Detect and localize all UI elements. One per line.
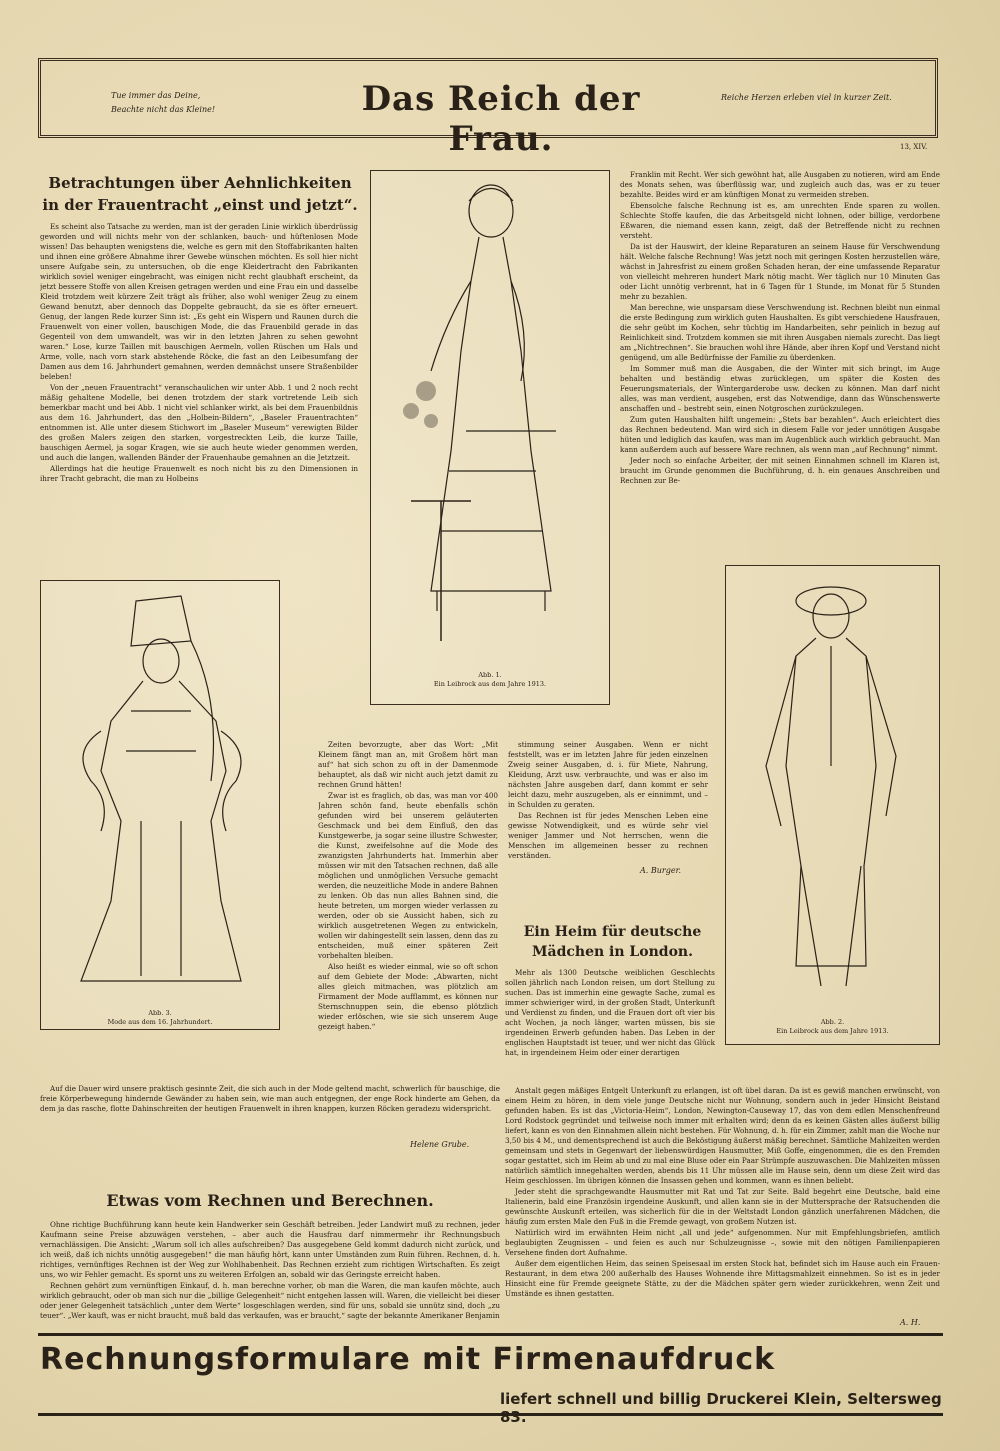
article3-para3: Jeder steht die sprachgewandte Hausmutter mit Rat und Tat zur Seite. Bald begehrt eine Deutsche, bald eine Italienerin, bald eine Französin irgendeine Auskunft, und allen kann sie in der Muttersprache der Ratsuchenden die gewünschte Auskunft erteilen, was sicherlich für die in der Weltstadt London gänzlich unerfahrenen Mädchen, die häufig zum ersten Male den Fuß in die Fremde gewagt, von großem Nutzen ist. [505,1187,940,1226]
figure-3 [40,580,280,1030]
article1-para2: Von der „neuen Frauentracht“ veranschaulichen wir unter Abb. 1 und 2 noch recht mäßig gehaltene Modelle, bei denen trotzdem der stark vortretende Leib sich bemerkbar macht und bei Abb. 1 nicht viel schlanker wirkt, als bei dem Frauenbildnis aus dem 16. Jahrhundert, das den „Holbein-Bildern“, „Baseler Frauentrachten“ entnommen ist. Alle unter diesem Stichwort im „Baseler Museum“ verewigten Bilder des großen Malers zeigen den starken, vorgestreckten Leib, die kurze Taille, bauschigen Aermel, ja sogar Kragen, wie sie auch heute wieder genommen werden, und auch die langen, wallenden Bänder der Frauenhaube gemahnen an die Jetztzeit. [40,383,358,462]
article1-headline-line2: in der Frauentracht „einst und jetzt“. [42,196,358,214]
article2-signature: A. Burger. [640,866,682,875]
motto-right: Reiche Herzen erleben viel in kurzer Zeit. [721,93,892,102]
article3-signature: A. H. [900,1318,921,1327]
article2-para7: Im Sommer muß man die Ausgaben, die der Winter mit sich bringt, im Auge behalten und beständig etwas zurücklegen, um später die Kosten des Feuerungsmaterials, der Wintergarderobe usw. decken zu können. Man darf nicht alles, was man verdient, ausgeben, erst das Notwendige, dann das Wünschenswerte anschaffen und – bestrebt sein, einen Notgroschen zurückzulegen. [620,364,940,413]
article1-column2 [318,740,498,1082]
article1-para5: Zwar ist es fraglich, ob das, was man vor 400 Jahren schön fand, heute ebenfalls schön gefunden wird bei unserem geläuterten Geschmack und bei dem Einfluß, den das Kunstgewerbe, ja sogar seine illustre Schwester, die Kunst, zweifelsohne auf die Mode des zwanzigsten Jahrhunderts hat. Immerhin aber müssen wir mit den Tatsachen rechnen, daß alle möglichen und unmöglichen Versuche gemacht werden, die neuzeitliche Mode in andere Bahnen zu lenken. Ob das nun alles Bahnen sind, die heute betreten, um morgen wieder verlassen zu werden, oder ob sie Aussicht haben, sich zu wirklich ausgetretenen Wegen zu entwickeln, wollen wir dahingestellt sein lassen, denn das zu entscheiden, muß einer späteren Zeit vorbehalten bleiben. [318,791,498,960]
article2-column-right [620,170,940,542]
article3-para1: Mehr als 1300 Deutsche weiblichen Geschlechts sollen jährlich nach London reisen, um dort Stellung zu suchen. Das ist immerhin eine gewagte Sache, zumal es immer schwieriger wird, in der großen Stadt, Unterkunft und Verdienst zu finden, und die Frauen dort oft vier bis acht Wochen, ja noch länger, warten müssen, bis sie irgendeinen Erwerb gefunden haben. Das Leben in der englischen Hauptstadt ist teuer, und wer nicht das Glück hat, in irgendeinem Heim oder einer derartigen [505,968,715,1057]
article3-headline [505,922,720,962]
article3-para2: Anstalt gegen mäßiges Entgelt Unterkunft zu erlangen, ist oft übel daran. Da ist es gewiß manchen erwünscht, von einem Heim zu hören, in dem viele junge Deutsche nicht nur Wohnung, sondern auch in jeder Hinsicht Beistand gefunden haben. Es ist das „Victoria-Heim“, London, Newington-Causeway 17, das von dem edlen Menschenfreund Lord Rodstock gegründet und teilweise noch immer mit erhalten wird; denn da es keinen Gästen alles äußerst billig liefert, kann es von den Einnahmen allein nicht bestehen. Für Wohnung, d. h. für ein Zimmer, zahlt man die Woche nur 3,50 bis 4 M., und dementsprechend ist auch die Beköstigung äußerst mäßig berechnet. Sämtliche Mahlzeiten werden gemeinsam und stets in Gegenwart der liebenswürdigen Hausmutter, Miß Goffe, eingenommen, die es den Fremden sogar gestattet, sich im Heim ab und zu mal eine Bluse oder ein Paar Strümpfe auszuwaschen. Die Mahlzeiten müssen natürlich sämtlich innegehalten werden, abends bis 11 Uhr müssen alle im Hause sein, denn um diese Zeit wird das Heim geschlossen. Im übrigen können die Insassen gehen und kommen, wann es ihnen beliebt. [505,1086,940,1185]
article3-headline-line2: Mädchen in London. [532,944,693,960]
advertisement-subline: liefert schnell und billig Druckerei Klein, Seltersweg 83. [500,1390,942,1426]
article1-closing [40,1084,500,1134]
article2-para1: Ohne richtige Buchführung kann heute kein Handwerker sein Geschäft betreiben. Jeder Landwirt muß zu rechnen, jeder Kaufmann seine Preise abzuwägen verstehen, – aber auch die Hausfrau darf nimmermehr ihr Rechnungsbuch vernachlässigen. Die Ansicht: „Warum soll ich alles aufschreiben? Das ausgegebene Geld kommt dadurch nicht zurück, und ich weiß, daß ich nichts unnötig ausgegeben!“ die man häufig hört, kann unter Umständen zum Ruin führen. Rechnen, d. h. richtiges, vernünftiges Rechnen ist der Weg zur Wohlhabenheit. Das Rechnen erzieht zum richtigen Wirtschaften. Es zeigt uns, wo wir Fehler gemacht. Es spornt uns zu weiteren Erfolgen an, sobald wir das Geringste erreicht haben. [40,1220,500,1279]
figure-3-caption: Mode aus dem 16. Jahrhundert. [107,1018,213,1026]
figure-2-illustration [726,566,939,1006]
article2-para6: Man berechne, wie unsparsam diese Verschwendung ist. Rechnen bleibt nun einmal die erste Bedingung zum wirklich guten Haushalten. Es gibt verschiedene Hausfrauen, die sehr geübt im Kochen, sehr tüchtig im Handarbeiten, sehr peinlich in bezug auf Reinlichkeit sind. Trotzdem kommen sie mit ihren Ausgaben niemals zurecht. Das liegt am „Nichtrechnen“. Sie brauchen wohl ihre Hände, aber ihren Kopf und Verstand nicht genügend, um alle Bedürfnisse der Familie zu überdenken. [620,303,940,362]
article1-signature: Helene Grube. [410,1140,470,1149]
article1-para3: Allerdings hat die heutige Frauenwelt es noch nicht bis zu den Dimensionen in ihrer Tracht gebracht, die man zu Holbeins [40,464,358,483]
article2-para8: Zum guten Haushalten hilft ungemein: „Stets bar bezahlen“. Auch erleichtert dies das Rechnen bedeutend. Man wird sich in diesem Falle vor jeder unnötigen Ausgabe hüten und lediglich das kaufen, was man im Augenblick auch wirklich gebraucht. Man kann außerdem auch auf bessere Ware rechnen, als wenn man „auf Rechnung“ nimmt. [620,415,940,454]
article1-para7: Auf die Dauer wird unsere praktisch gesinnte Zeit, die sich auch in der Mode geltend macht, schwerlich für bauschige, die freie Körperbewegung hindernde Gewänder zu haben sein, wie man auch entgegnen, der enge Rock hinderte am Gehen, da dem ja das rasche, flotte Dahinschreiten der heutigen Frauenwelt in ihren knappen, kurzen Röcken geradezu widerspricht. [40,1084,500,1113]
article2-para4: Ebensolche falsche Rechnung ist es, am unrechten Ende sparen zu wollen. Schlechte Stoffe kaufen, die das Arbeitsgeld nicht lohnen, oder billige, verdorbene Eßwaren, die niemand essen kann, zeigt, daß der Betreffende nicht zu rechnen versteht. [620,201,940,240]
figure-1-illustration [371,171,609,671]
article1-headline [40,172,360,216]
article1-para1: Es scheint also Tatsache zu werden, man ist der geraden Linie wirklich überdrüssig geworden und will nichts mehr von der schlanken, bauch- und hüftenlosen Mode wissen! Das behaupten wenigstens die, welche es gern mit den Stoffabrikanten halten und ihnen eine größere Abnahme ihrer Gewebe wünschen möchten. Es soll hier nicht unsere Aufgabe sein, zu untersuchen, ob die enge Kleidertracht den Fabrikanten wirklich soviel weniger eingebracht, was einigen nicht recht glaubhaft erscheint, da jetzt bessere Stoffe von allen Kreisen getragen werden und eine Frau ein und dasselbe Kleid trotzdem weit kürzere Zeit trägt als früher, also wohl weniger Zeug zu einem Gewand benutzt, aber dennoch das Doppelte gebraucht, da sie es öfter erneuert. Genug, der langen Rede kurzer Sinn ist: „Es geht ein Wispern und Raunen durch die Frauenwelt von einer vollen, bauschigen Mode, die das Frauenbild gerade in das Gegenteil von dem umwandelt, was wir in den letzten Jahren zu sehen gewohnt waren.“ Lose, kurze Taillen mit bauschigen Aermeln, vollen Rüschen um Hals und Arme, volle, nach vorn stark abstehende Röcke, die fast an den Leibesumfang der Damen aus dem 16. Jahrhundert gemahnen, werden demnächst unsere Straßenbilder beleben! [40,222,358,381]
advertisement-headline: Rechnungsformulare mit Firmenaufdruck [40,1342,776,1377]
figure-1 [370,170,610,705]
figure-2-label: Abb. 2. [820,1018,845,1026]
ad-top-rule [38,1333,943,1336]
article2-para10: stimmung seiner Ausgaben. Wenn er nicht feststellt, was er im letzten Jahre für jeden einzelnen Zweig seiner Ausgaben, d. i. für Miete, Nahrung, Kleidung, Arzt usw. verbrauchte, und was er also im nächsten Jahre ausgeben darf, dann kommt er sehr leicht dazu, mehr auszugeben, als er einnimmt, und – in Schulden zu geraten. [508,740,708,809]
article3-headline-line1: Ein Heim für deutsche [523,924,702,940]
article2-para2: Rechnen gehört zum vernünftigen Einkauf, d. h. man berechne vorher, ob man die Waren, die man kaufen möchte, auch wirklich gebraucht, oder ob man sich nur die „billige Gelegenheit“ nicht entgehen lassen will. Waren, die vielleicht bei dieser oder jener Gelegenheit tatsächlich „unter dem Werte“ losgeschlagen werden, sind für uns, sobald sie unnütz sind, doch „zu teuer“. „Wer kauft, was er nicht braucht, muß bald das verkaufen, was er braucht,“ sagte der bekannte Amerikaner Benjamin [40,1281,500,1320]
figure-2-caption: Ein Leibrock aus dem Jahre 1913. [776,1027,889,1035]
article2-para11: Das Rechnen ist für jedes Menschen Leben eine gewisse Notwendigkeit, und es würde sehr viel weniger Jammer und Not herrschen, wenn die Menschen im allgemeinen besser zu rechnen verständen. [508,811,708,860]
figure-3-illustration [41,581,279,1001]
motto-left [111,89,291,117]
article3-para5: Außer dem eigentlichen Heim, das seinen Speisesaal im ersten Stock hat, befindet sich im Hause auch ein Frauen-Restaurant, in dem etwa 200 außerhalb des Hauses Wohnende ihre Mittagsmahlzeit einnehmen. So ist es in jeder Hinsicht eine für Fremde geeignete Stätte, zu der die Mädchen später gern wieder zurückkehren, wenn Zeit und Umstände es ihnen gestatten. [505,1259,940,1298]
figure-2 [725,565,940,1045]
article1-para4: Zeiten bevorzugte, aber das Wort: „Mit Kleinem fängt man an, mit Großem hört man auf“ hat sich schon zu oft in der Damenmode behauptet, als daß wir nicht auch jetzt damit zu rechnen Grund hätten! [318,740,498,789]
article2-headline: Etwas vom Rechnen und Berechnen. [106,1191,434,1210]
figure-1-label: Abb. 1. [478,671,502,679]
article2-column-mid [508,740,708,865]
figure-1-caption: Ein Leibrock aus dem Jahre 1913. [433,680,547,688]
article2-para5: Da ist der Hauswirt, der kleine Reparaturen an seinem Hause für Verschwendung hält. Welche falsche Rechnung! Was jetzt noch mit geringen Kosten herzustellen wäre, wächst in Jahresfrist zu einem großen Schaden heran, der eine umfassende Reparatur von vielleicht mehreren hundert Mark nötig macht. Wer täglich nur 10 Minuten Gas oder Licht unnötig verbrennt, hat in 6 Tagen für 1 Stunde, im Monat für 5 Stunden mehr zu bezahlen. [620,242,940,301]
article2-column-left [40,1220,500,1332]
article3-column1 [505,968,715,1086]
article2-para9: Jeder noch so einfache Arbeiter, der mit seinen Einnahmen schnell im Klaren ist, braucht im Grunde genommen die Buchführung, d. h. ein genaues Anschreiben und Rechnen zur Be- [620,456,940,485]
page-title: Das Reich der Frau. [361,79,641,159]
article1-headline-line1: Betrachtungen über Aehnlichkeiten [48,174,352,192]
motto-left-line1: Tue immer das Deine, [111,91,201,100]
article1-column1 [40,222,358,514]
article1-para6: Also heißt es wieder einmal, wie so oft schon auf dem Gebiete der Mode: „Abwarten, nicht alles gleich mitmachen, was plötzlich am Firmament der Mode aufflammt, es können nur Sternschnuppen sein, die ebenso plötzlich wieder erlöschen, wie sie sich unserem Auge gezeigt haben.“ [318,962,498,1031]
article3-column2 [505,1086,940,1326]
article2-para3: Franklin mit Recht. Wer sich gewöhnt hat, alle Ausgaben zu notieren, wird am Ende des Monats sehen, was überflüssig war, und zugleich auch das, was er zu teuer bezahlte. Beides wird er am künftigen Monat zu vermeiden streben. [620,170,940,199]
issue-number: 13, XIV. [900,143,928,151]
motto-left-line2: Beachte nicht das Kleine! [111,105,216,114]
article3-para4: Natürlich wird im erwähnten Heim nicht „all und jede“ aufgenommen. Nur mit Empfehlungsbriefen, amtlich beglaubigten Zeugnissen – und feien es auch nur Schulzeugnisse –, sowie mit den nötigen Familienpapieren Versehene finden dort Aufnahme. [505,1228,940,1257]
figure-3-label: Abb. 3. [148,1009,172,1017]
